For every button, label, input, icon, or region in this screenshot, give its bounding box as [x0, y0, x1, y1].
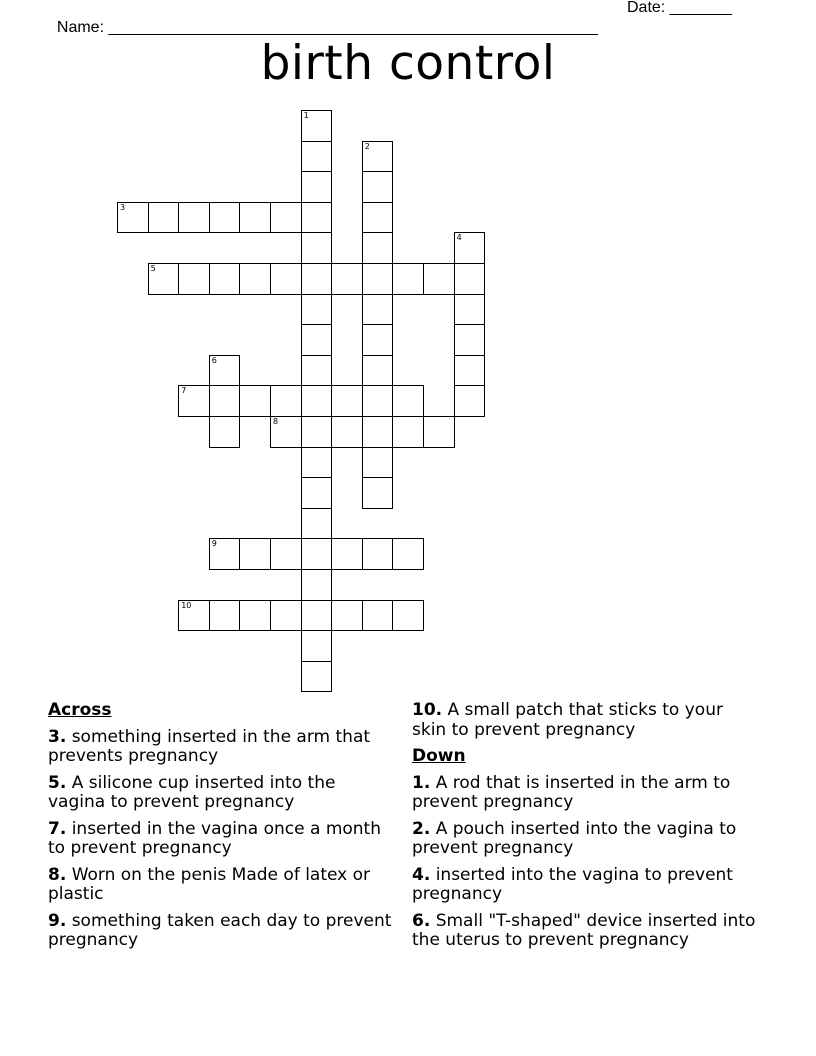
crossword-cell[interactable]	[392, 385, 424, 417]
clue-number: 2.	[412, 818, 431, 839]
crossword-cell[interactable]	[239, 263, 271, 295]
crossword-cell[interactable]	[239, 538, 271, 570]
crossword-cell[interactable]	[270, 202, 302, 234]
crossword-cell[interactable]	[362, 538, 394, 570]
crossword-cell[interactable]	[209, 263, 241, 295]
crossword-cell-3[interactable]	[117, 202, 149, 234]
crossword-cell[interactable]	[392, 416, 424, 448]
clue-across-5	[48, 774, 393, 813]
clues-column-left	[48, 701, 393, 958]
clue-text: A silicone cup inserted into the vagina to prevent pregnancy	[48, 772, 336, 812]
crossword-cell[interactable]	[270, 538, 302, 570]
crossword-cell-8[interactable]	[270, 416, 302, 448]
crossword-cell[interactable]	[331, 538, 363, 570]
crossword-cell[interactable]	[270, 600, 302, 632]
clue-number: 9.	[48, 910, 67, 931]
clue-text: inserted into the vagina to prevent pregnancy	[412, 864, 733, 904]
crossword-cell[interactable]	[301, 171, 333, 203]
clue-down-4	[412, 866, 757, 905]
crossword-cell[interactable]	[423, 263, 455, 295]
crossword-cell[interactable]	[392, 263, 424, 295]
crossword-cell[interactable]	[301, 141, 333, 173]
crossword-cell[interactable]	[362, 263, 394, 295]
clue-text: A rod that is inserted in the arm to prevent pregnancy	[412, 772, 731, 812]
crossword-cell[interactable]	[301, 630, 333, 662]
crossword-cell[interactable]	[331, 263, 363, 295]
crossword-cell[interactable]	[392, 600, 424, 632]
crossword-cell[interactable]	[392, 538, 424, 570]
crossword-cell[interactable]	[423, 416, 455, 448]
date-line: Date: _______	[627, 0, 732, 16]
crossword-cell[interactable]	[454, 294, 486, 326]
crossword-cell[interactable]	[239, 385, 271, 417]
crossword-cell[interactable]	[301, 294, 333, 326]
clue-across-8	[48, 866, 393, 905]
clue-number-label: 3	[120, 202, 126, 212]
crossword-cell[interactable]	[209, 600, 241, 632]
page-title: birth control	[260, 36, 556, 91]
crossword-cell-5[interactable]	[148, 263, 180, 295]
clue-text: A small patch that sticks to your skin to prevent pregnancy	[412, 700, 723, 740]
crossword-cell[interactable]	[454, 324, 486, 356]
down-heading: Down	[412, 746, 466, 766]
crossword-cell[interactable]	[148, 202, 180, 234]
clues-column-right	[412, 701, 757, 958]
clue-number-label: 4	[456, 233, 462, 243]
crossword-cell[interactable]	[301, 508, 333, 540]
clue-number-label: 7	[181, 386, 187, 396]
crossword-cell[interactable]	[301, 385, 333, 417]
crossword-cell[interactable]	[362, 171, 394, 203]
crossword-cell-1[interactable]	[301, 110, 333, 142]
crossword-cell-4[interactable]	[454, 232, 486, 264]
crossword-cell[interactable]	[362, 294, 394, 326]
crossword-cell[interactable]	[301, 600, 333, 632]
clue-number: 8.	[48, 864, 67, 885]
clue-text: something inserted in the arm that prevents pregnancy	[48, 726, 371, 766]
crossword-cell[interactable]	[301, 324, 333, 356]
crossword-cell[interactable]	[362, 477, 394, 509]
crossword-cell[interactable]	[301, 447, 333, 479]
clue-number-label: 10	[181, 600, 192, 610]
crossword-cell[interactable]	[301, 355, 333, 387]
crossword-cell[interactable]	[301, 202, 333, 234]
crossword-cell[interactable]	[270, 263, 302, 295]
crossword-cell[interactable]	[362, 416, 394, 448]
clue-number-label: 1	[303, 111, 309, 120]
crossword-cell[interactable]	[331, 416, 363, 448]
clue-number-label: 5	[150, 264, 156, 273]
crossword-cell[interactable]	[301, 538, 333, 570]
crossword-cell[interactable]	[301, 569, 333, 601]
clue-number-label: 2	[364, 141, 370, 151]
crossword-cell[interactable]	[362, 324, 394, 356]
crossword-cell[interactable]	[209, 416, 241, 448]
crossword-cell[interactable]	[362, 232, 394, 264]
clue-down-6	[412, 912, 757, 951]
clue-text: Small "T-shaped" device inserted into the uterus to prevent pregnancy	[412, 910, 756, 950]
crossword-cell[interactable]	[362, 600, 394, 632]
crossword-cell-10[interactable]	[178, 600, 210, 632]
crossword-cell-2[interactable]	[362, 141, 394, 173]
clue-across-3	[48, 728, 393, 767]
crossword-cell[interactable]	[301, 477, 333, 509]
clue-number: 5.	[48, 772, 67, 793]
crossword-cell[interactable]	[362, 385, 394, 417]
clue-number: 4.	[412, 864, 431, 885]
clue-across-10	[412, 701, 757, 740]
clue-number-label: 9	[211, 539, 217, 549]
name-line: Name: _______________________________________________________	[56, 19, 598, 36]
crossword-cell[interactable]	[331, 385, 363, 417]
crossword-cell[interactable]	[362, 355, 394, 387]
clue-down-2	[412, 820, 757, 859]
clue-text: inserted in the vagina once a month to prevent pregnancy	[48, 818, 381, 858]
crossword-cell[interactable]	[209, 202, 241, 234]
crossword-cell[interactable]	[239, 202, 271, 234]
crossword-cell[interactable]	[301, 263, 333, 295]
clue-number: 3.	[48, 726, 67, 747]
clue-text: A pouch inserted into the vagina to prevent pregnancy	[412, 818, 737, 858]
across-heading: Across	[48, 700, 112, 720]
clue-number-label: 6	[211, 355, 217, 365]
crossword-cell[interactable]	[270, 385, 302, 417]
crossword-cell[interactable]	[301, 416, 333, 448]
crossword-cell[interactable]	[301, 661, 333, 693]
clue-across-9	[48, 912, 393, 951]
clue-number-label: 8	[273, 417, 279, 426]
clue-number: 10.	[412, 700, 443, 720]
clue-number: 6.	[412, 910, 431, 931]
crossword-cell[interactable]	[362, 202, 394, 234]
crossword-cell-9[interactable]	[209, 538, 241, 570]
clue-text: Worn on the penis Made of latex or plastic	[48, 864, 371, 904]
clue-number: 7.	[48, 818, 67, 839]
clue-down-1	[412, 774, 757, 813]
crossword-cell[interactable]	[209, 385, 241, 417]
crossword-cell[interactable]	[301, 232, 333, 264]
crossword-cell[interactable]	[178, 263, 210, 295]
crossword-cell[interactable]	[454, 385, 486, 417]
crossword-cell[interactable]	[454, 263, 486, 295]
crossword-cell[interactable]	[454, 355, 486, 387]
crossword-cell[interactable]	[178, 202, 210, 234]
crossword-cell-6[interactable]	[209, 355, 241, 387]
clue-text: something taken each day to prevent pregnancy	[48, 910, 392, 950]
crossword-cell[interactable]	[239, 600, 271, 632]
crossword-cell-7[interactable]	[178, 385, 210, 417]
clue-number: 1.	[412, 772, 431, 793]
crossword-cell[interactable]	[362, 447, 394, 479]
crossword-cell[interactable]	[331, 600, 363, 632]
clue-across-7	[48, 820, 393, 859]
